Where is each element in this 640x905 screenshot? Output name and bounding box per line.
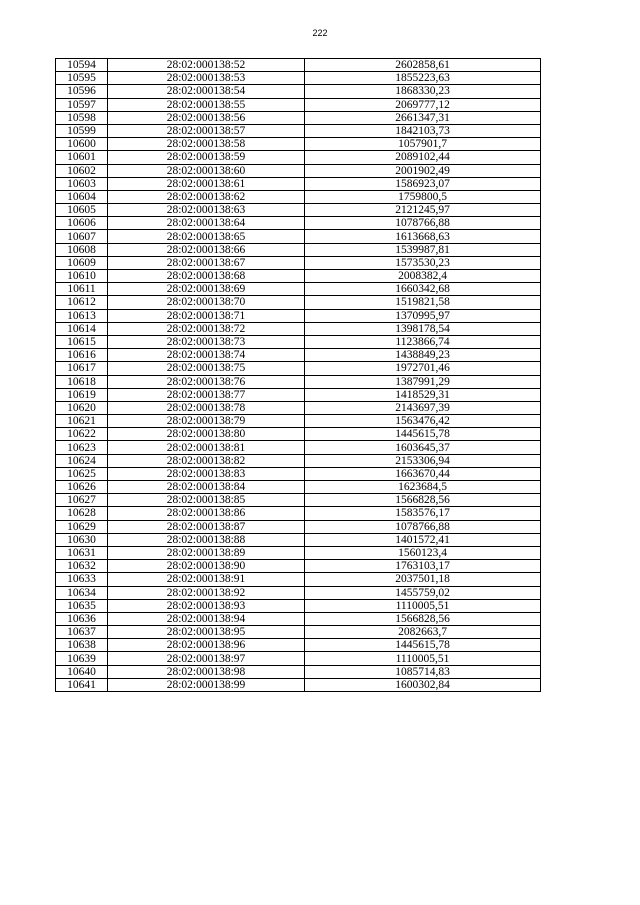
row-number-cell: 10615 — [56, 335, 108, 348]
row-number-cell: 10595 — [56, 72, 108, 85]
row-number-cell: 10623 — [56, 441, 108, 454]
row-number-cell: 10617 — [56, 362, 108, 375]
cadastral-number-cell: 28:02:000138:93 — [108, 599, 305, 612]
cadastral-number-cell: 28:02:000138:83 — [108, 467, 305, 480]
table-row — [56, 309, 541, 322]
row-number-cell: 10624 — [56, 454, 108, 467]
row-number-cell: 10597 — [56, 98, 108, 111]
row-number-cell: 10635 — [56, 599, 108, 612]
cadastral-value-cell: 1600302,84 — [305, 678, 541, 691]
table-row — [56, 415, 541, 428]
table-row — [56, 388, 541, 401]
cadastral-number-cell: 28:02:000138:66 — [108, 243, 305, 256]
cadastral-number-cell: 28:02:000138:55 — [108, 98, 305, 111]
cadastral-number-cell: 28:02:000138:88 — [108, 533, 305, 546]
cadastral-number-cell: 28:02:000138:94 — [108, 612, 305, 625]
cadastral-number-cell: 28:02:000138:91 — [108, 573, 305, 586]
row-number-cell: 10607 — [56, 230, 108, 243]
row-number-cell: 10626 — [56, 481, 108, 494]
table-row — [56, 533, 541, 546]
cadastral-number-cell: 28:02:000138:54 — [108, 85, 305, 98]
table-row — [56, 441, 541, 454]
row-number-cell: 10637 — [56, 626, 108, 639]
cadastral-number-cell: 28:02:000138:85 — [108, 494, 305, 507]
cadastral-value-cell: 1613668,63 — [305, 230, 541, 243]
row-number-cell: 10630 — [56, 533, 108, 546]
row-number-cell: 10631 — [56, 546, 108, 559]
cadastral-value-cell: 1842103,73 — [305, 124, 541, 137]
cadastral-value-cell: 1660342,68 — [305, 283, 541, 296]
table-row — [56, 296, 541, 309]
cadastral-value-cell: 2069777,12 — [305, 98, 541, 111]
cadastral-number-cell: 28:02:000138:78 — [108, 401, 305, 414]
cadastral-number-cell: 28:02:000138:61 — [108, 177, 305, 190]
table-row — [56, 454, 541, 467]
cadastral-number-cell: 28:02:000138:98 — [108, 665, 305, 678]
row-number-cell: 10602 — [56, 164, 108, 177]
row-number-cell: 10605 — [56, 204, 108, 217]
row-number-cell: 10614 — [56, 322, 108, 335]
row-number-cell: 10636 — [56, 612, 108, 625]
cadastral-number-cell: 28:02:000138:76 — [108, 375, 305, 388]
cadastral-number-cell: 28:02:000138:56 — [108, 111, 305, 124]
table-row — [56, 467, 541, 480]
cadastral-number-cell: 28:02:000138:77 — [108, 388, 305, 401]
table-row — [56, 217, 541, 230]
cadastral-value-cell: 1057901,7 — [305, 138, 541, 151]
cadastral-number-cell: 28:02:000138:95 — [108, 626, 305, 639]
table-row — [56, 428, 541, 441]
row-number-cell: 10611 — [56, 283, 108, 296]
row-number-cell: 10600 — [56, 138, 108, 151]
cadastral-value-cell: 1663670,44 — [305, 467, 541, 480]
cadastral-number-cell: 28:02:000138:75 — [108, 362, 305, 375]
cadastral-value-cell: 2037501,18 — [305, 573, 541, 586]
cadastral-number-cell: 28:02:000138:65 — [108, 230, 305, 243]
row-number-cell: 10599 — [56, 124, 108, 137]
cadastral-value-cell: 2121245,97 — [305, 204, 541, 217]
cadastral-number-cell: 28:02:000138:81 — [108, 441, 305, 454]
cadastral-number-cell: 28:02:000138:70 — [108, 296, 305, 309]
table-row — [56, 401, 541, 414]
cadastral-value-cell: 1972701,46 — [305, 362, 541, 375]
row-number-cell: 10638 — [56, 639, 108, 652]
cadastral-number-cell: 28:02:000138:63 — [108, 204, 305, 217]
cadastral-value-cell: 1110005,51 — [305, 652, 541, 665]
cadastral-value-cell: 2602858,61 — [305, 59, 541, 72]
cadastral-value-cell: 1855223,63 — [305, 72, 541, 85]
cadastral-number-cell: 28:02:000138:53 — [108, 72, 305, 85]
table-row — [56, 85, 541, 98]
cadastral-number-cell: 28:02:000138:64 — [108, 217, 305, 230]
table-row — [56, 678, 541, 691]
table-row — [56, 283, 541, 296]
cadastral-value-cell: 1763103,17 — [305, 560, 541, 573]
cadastral-value-cell: 1445615,78 — [305, 428, 541, 441]
table-row — [56, 639, 541, 652]
table-row — [56, 481, 541, 494]
cadastral-number-cell: 28:02:000138:57 — [108, 124, 305, 137]
cadastral-value-cell: 1563476,42 — [305, 415, 541, 428]
cadastral-number-cell: 28:02:000138:52 — [108, 59, 305, 72]
cadastral-number-cell: 28:02:000138:71 — [108, 309, 305, 322]
table-row — [56, 72, 541, 85]
table-row — [56, 151, 541, 164]
table-row — [56, 507, 541, 520]
cadastral-value-cell: 2001902,49 — [305, 164, 541, 177]
table-row — [56, 177, 541, 190]
cadastral-value-cell: 1573530,23 — [305, 256, 541, 269]
table-row — [56, 138, 541, 151]
row-number-cell: 10603 — [56, 177, 108, 190]
page-number: 222 — [312, 28, 328, 38]
cadastral-value-cell: 1759800,5 — [305, 190, 541, 203]
table-row — [56, 573, 541, 586]
cadastral-number-cell: 28:02:000138:84 — [108, 481, 305, 494]
cadastral-value-cell: 1398178,54 — [305, 322, 541, 335]
cadastral-value-cell: 1539987,81 — [305, 243, 541, 256]
cadastral-value-cell: 1586923,07 — [305, 177, 541, 190]
row-number-cell: 10628 — [56, 507, 108, 520]
cadastral-value-cell: 1566828,56 — [305, 612, 541, 625]
table-row — [56, 349, 541, 362]
cadastral-value-cell: 1387991,29 — [305, 375, 541, 388]
table-row — [56, 164, 541, 177]
row-number-cell: 10594 — [56, 59, 108, 72]
row-number-cell: 10633 — [56, 573, 108, 586]
row-number-cell: 10613 — [56, 309, 108, 322]
table-row — [56, 230, 541, 243]
cadastral-number-cell: 28:02:000138:59 — [108, 151, 305, 164]
cadastral-value-cell: 2153306,94 — [305, 454, 541, 467]
table-row — [56, 494, 541, 507]
row-number-cell: 10604 — [56, 190, 108, 203]
cadastral-number-cell: 28:02:000138:96 — [108, 639, 305, 652]
cadastral-value-cell: 1418529,31 — [305, 388, 541, 401]
table-row — [56, 520, 541, 533]
row-number-cell: 10640 — [56, 665, 108, 678]
table-body — [56, 59, 541, 692]
table-row — [56, 626, 541, 639]
cadastral-number-cell: 28:02:000138:72 — [108, 322, 305, 335]
table-row — [56, 599, 541, 612]
row-number-cell: 10612 — [56, 296, 108, 309]
cadastral-value-cell: 1560123,4 — [305, 546, 541, 559]
row-number-cell: 10639 — [56, 652, 108, 665]
cadastral-value-cell: 2661347,31 — [305, 111, 541, 124]
cadastral-number-cell: 28:02:000138:79 — [108, 415, 305, 428]
row-number-cell: 10629 — [56, 520, 108, 533]
row-number-cell: 10606 — [56, 217, 108, 230]
cadastral-number-cell: 28:02:000138:86 — [108, 507, 305, 520]
row-number-cell: 10619 — [56, 388, 108, 401]
cadastral-value-cell: 1445615,78 — [305, 639, 541, 652]
cadastral-number-cell: 28:02:000138:90 — [108, 560, 305, 573]
table-row — [56, 560, 541, 573]
row-number-cell: 10627 — [56, 494, 108, 507]
row-number-cell: 10616 — [56, 349, 108, 362]
cadastral-number-cell: 28:02:000138:69 — [108, 283, 305, 296]
row-number-cell: 10625 — [56, 467, 108, 480]
row-number-cell: 10601 — [56, 151, 108, 164]
table-row — [56, 546, 541, 559]
cadastral-number-cell: 28:02:000138:67 — [108, 256, 305, 269]
row-number-cell: 10596 — [56, 85, 108, 98]
cadastral-number-cell: 28:02:000138:62 — [108, 190, 305, 203]
table-row — [56, 111, 541, 124]
cadastral-value-cell: 2143697,39 — [305, 401, 541, 414]
cadastral-value-cell: 1455759,02 — [305, 586, 541, 599]
row-number-cell: 10609 — [56, 256, 108, 269]
cadastral-number-cell: 28:02:000138:68 — [108, 270, 305, 283]
table-row — [56, 204, 541, 217]
table-row — [56, 98, 541, 111]
cadastral-value-cell: 1401572,41 — [305, 533, 541, 546]
cadastral-number-cell: 28:02:000138:99 — [108, 678, 305, 691]
table-row — [56, 586, 541, 599]
cadastral-value-cell: 1085714,83 — [305, 665, 541, 678]
table-row — [56, 665, 541, 678]
cadastral-number-cell: 28:02:000138:92 — [108, 586, 305, 599]
cadastral-number-cell: 28:02:000138:80 — [108, 428, 305, 441]
table-row — [56, 190, 541, 203]
row-number-cell: 10634 — [56, 586, 108, 599]
cadastral-number-cell: 28:02:000138:97 — [108, 652, 305, 665]
cadastral-number-cell: 28:02:000138:60 — [108, 164, 305, 177]
cadastral-value-cell: 1438849,23 — [305, 349, 541, 362]
row-number-cell: 10610 — [56, 270, 108, 283]
table-row — [56, 256, 541, 269]
row-number-cell: 10641 — [56, 678, 108, 691]
table-row — [56, 612, 541, 625]
table-row — [56, 375, 541, 388]
row-number-cell: 10618 — [56, 375, 108, 388]
cadastral-number-cell: 28:02:000138:89 — [108, 546, 305, 559]
table-row — [56, 124, 541, 137]
table-row — [56, 243, 541, 256]
row-number-cell: 10620 — [56, 401, 108, 414]
table-row — [56, 335, 541, 348]
cadastral-value-cell: 1078766,88 — [305, 217, 541, 230]
cadastral-value-cell: 1110005,51 — [305, 599, 541, 612]
cadastral-value-cell: 1583576,17 — [305, 507, 541, 520]
cadastral-number-cell: 28:02:000138:74 — [108, 349, 305, 362]
table-row — [56, 362, 541, 375]
row-number-cell: 10622 — [56, 428, 108, 441]
row-number-cell: 10598 — [56, 111, 108, 124]
table-row — [56, 322, 541, 335]
cadastral-value-cell: 2082663,7 — [305, 626, 541, 639]
cadastral-number-cell: 28:02:000138:73 — [108, 335, 305, 348]
table-row — [56, 652, 541, 665]
cadastral-value-cell: 1370995,97 — [305, 309, 541, 322]
cadastral-value-cell: 1868330,23 — [305, 85, 541, 98]
cadastral-number-cell: 28:02:000138:82 — [108, 454, 305, 467]
cadastral-number-cell: 28:02:000138:87 — [108, 520, 305, 533]
cadastral-value-cell: 1123866,74 — [305, 335, 541, 348]
row-number-cell: 10621 — [56, 415, 108, 428]
cadastral-value-table — [55, 58, 541, 692]
cadastral-value-cell: 1078766,88 — [305, 520, 541, 533]
row-number-cell: 10608 — [56, 243, 108, 256]
cadastral-value-cell: 1566828,56 — [305, 494, 541, 507]
cadastral-value-cell: 1603645,37 — [305, 441, 541, 454]
cadastral-value-cell: 1623684,5 — [305, 481, 541, 494]
table-row — [56, 270, 541, 283]
cadastral-number-cell: 28:02:000138:58 — [108, 138, 305, 151]
row-number-cell: 10632 — [56, 560, 108, 573]
cadastral-value-cell: 2008382,4 — [305, 270, 541, 283]
table-row — [56, 59, 541, 72]
cadastral-value-cell: 2089102,44 — [305, 151, 541, 164]
cadastral-value-cell: 1519821,58 — [305, 296, 541, 309]
